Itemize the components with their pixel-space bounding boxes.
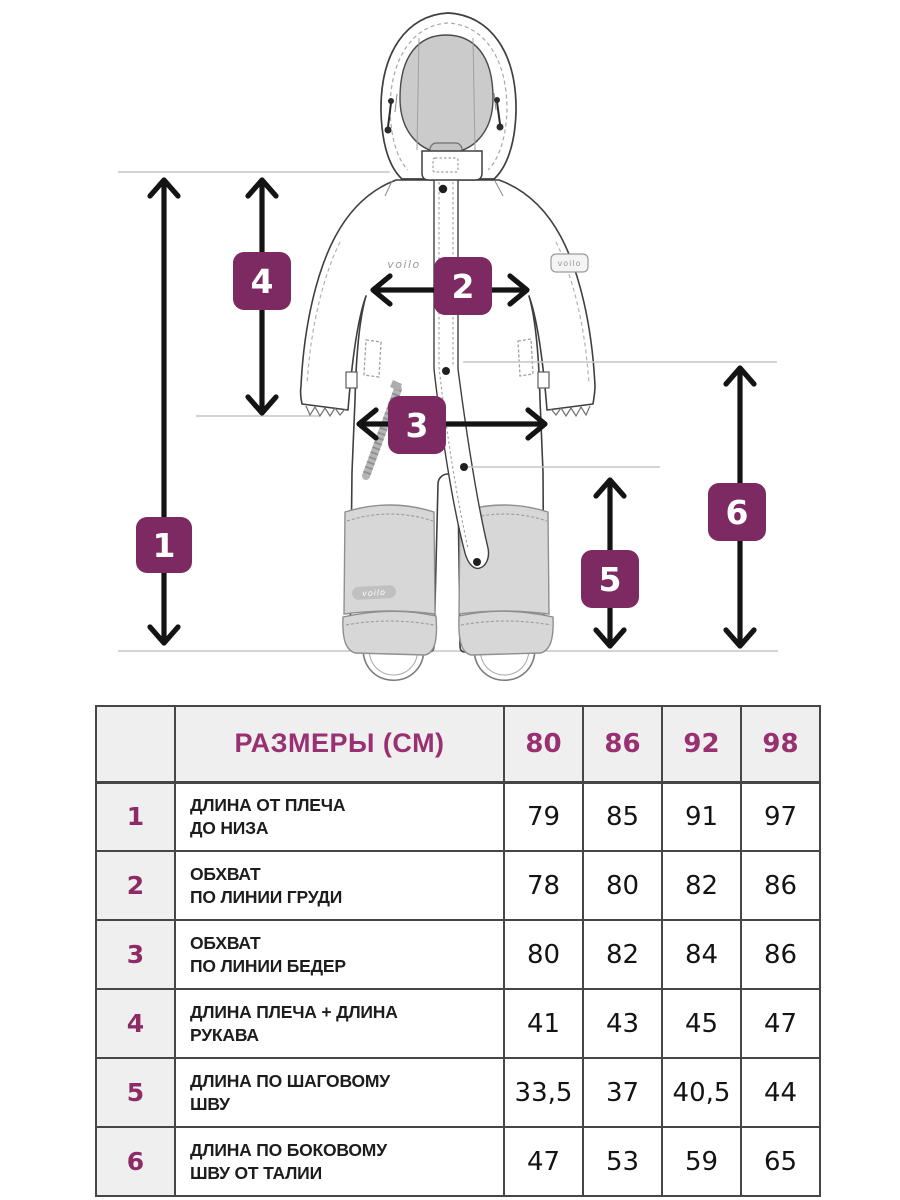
badge-5-number: 5 bbox=[598, 560, 622, 599]
label-line-1: ОБХВАТ bbox=[190, 864, 261, 885]
table-row bbox=[96, 1127, 820, 1196]
snap-button bbox=[460, 463, 468, 471]
table-row bbox=[96, 920, 820, 989]
badge-6-number: 6 bbox=[725, 493, 749, 532]
chest-script-logo: voilo bbox=[387, 258, 421, 271]
value-cell: 41 bbox=[504, 989, 583, 1058]
table-header-row bbox=[96, 706, 820, 782]
value-cell: 79 bbox=[504, 782, 583, 851]
badge-6 bbox=[708, 483, 766, 541]
value-cell: 59 bbox=[662, 1127, 741, 1196]
value-cell: 33,5 bbox=[504, 1058, 583, 1127]
value-cell: 40,5 bbox=[662, 1058, 741, 1127]
label-line-2: РУКАВА bbox=[190, 1024, 259, 1045]
left-side-tab bbox=[346, 372, 357, 388]
table-row bbox=[96, 851, 820, 920]
label-line-1: ДЛИНА ПО БОКОВОМУ bbox=[190, 1140, 387, 1161]
value-cell: 86 bbox=[741, 851, 820, 920]
value-cell: 37 bbox=[583, 1058, 662, 1127]
badge-3-number: 3 bbox=[405, 406, 429, 445]
arrow-1-total-length bbox=[150, 180, 178, 643]
label-line-2: ПО ЛИНИИ ГРУДИ bbox=[190, 886, 343, 907]
size-header-80: 80 bbox=[504, 706, 583, 782]
badge-1 bbox=[136, 517, 192, 573]
measurement-label bbox=[175, 920, 504, 989]
value-cell: 80 bbox=[583, 851, 662, 920]
badge-3 bbox=[388, 396, 446, 454]
table-row bbox=[96, 782, 820, 851]
snowsuit-figure bbox=[301, 13, 595, 680]
table-title: РАЗМЕРЫ (СМ) bbox=[175, 706, 504, 782]
size-header-98: 98 bbox=[741, 706, 820, 782]
value-cell: 45 bbox=[662, 989, 741, 1058]
snap-button bbox=[473, 558, 481, 566]
value-cell: 47 bbox=[504, 1127, 583, 1196]
measurement-label bbox=[175, 851, 504, 920]
value-cell: 97 bbox=[741, 782, 820, 851]
left-boot-cuff bbox=[343, 611, 437, 655]
right-side-tab bbox=[538, 372, 549, 388]
value-cell: 43 bbox=[583, 989, 662, 1058]
size-table bbox=[95, 705, 821, 1197]
value-cell: 78 bbox=[504, 851, 583, 920]
hood-opening bbox=[400, 35, 493, 153]
size-header-92: 92 bbox=[662, 706, 741, 782]
label-line-2: ПО ЛИНИИ БЕДЕР bbox=[190, 955, 346, 976]
label-line-1: ДЛИНА ОТ ПЛЕЧА bbox=[190, 795, 346, 816]
value-cell: 86 bbox=[741, 920, 820, 989]
value-cell: 80 bbox=[504, 920, 583, 989]
row-number: 3 bbox=[96, 920, 175, 989]
value-cell: 82 bbox=[662, 851, 741, 920]
label-line-1: ДЛИНА ПЛЕЧА + ДЛИНА bbox=[190, 1002, 398, 1023]
measurement-label bbox=[175, 782, 504, 851]
label-line-2: ДО НИЗА bbox=[190, 817, 269, 838]
row-number: 1 bbox=[96, 782, 175, 851]
label-line-1: ДЛИНА ПО ШАГОВОМУ bbox=[190, 1071, 390, 1092]
row-number: 2 bbox=[96, 851, 175, 920]
badge-4-number: 4 bbox=[250, 262, 274, 301]
value-cell: 91 bbox=[662, 782, 741, 851]
table-row bbox=[96, 1058, 820, 1127]
value-cell: 65 bbox=[741, 1127, 820, 1196]
label-line-1: ОБХВАТ bbox=[190, 933, 261, 954]
badge-5 bbox=[581, 550, 639, 608]
value-cell: 53 bbox=[583, 1127, 662, 1196]
measurement-label bbox=[175, 1127, 504, 1196]
row-number: 6 bbox=[96, 1127, 175, 1196]
row-number: 5 bbox=[96, 1058, 175, 1127]
value-cell: 85 bbox=[583, 782, 662, 851]
chest-patch-logo bbox=[551, 254, 588, 272]
badge-4 bbox=[233, 252, 291, 310]
value-cell: 84 bbox=[662, 920, 741, 989]
chest-patch-text: voilo bbox=[557, 259, 582, 268]
snap-button bbox=[439, 185, 447, 193]
badge-2 bbox=[434, 257, 492, 315]
snap-button bbox=[442, 367, 450, 375]
value-cell: 44 bbox=[741, 1058, 820, 1127]
chin-flap bbox=[422, 151, 482, 180]
label-line-2: ШВУ bbox=[190, 1093, 230, 1114]
right-boot-cuff bbox=[459, 611, 553, 655]
boot-logo bbox=[352, 585, 397, 600]
row-number: 4 bbox=[96, 989, 175, 1058]
badge-1-number: 1 bbox=[152, 526, 176, 565]
header-empty-cell bbox=[96, 706, 175, 782]
boot-logo-text: voilo bbox=[361, 587, 387, 599]
value-cell: 82 bbox=[583, 920, 662, 989]
measurement-label bbox=[175, 989, 504, 1058]
badge-2-number: 2 bbox=[451, 267, 475, 306]
measurement-label bbox=[175, 1058, 504, 1127]
value-cell: 47 bbox=[741, 989, 820, 1058]
label-line-2: ШВУ ОТ ТАЛИИ bbox=[190, 1162, 322, 1183]
size-header-86: 86 bbox=[583, 706, 662, 782]
table-row bbox=[96, 989, 820, 1058]
